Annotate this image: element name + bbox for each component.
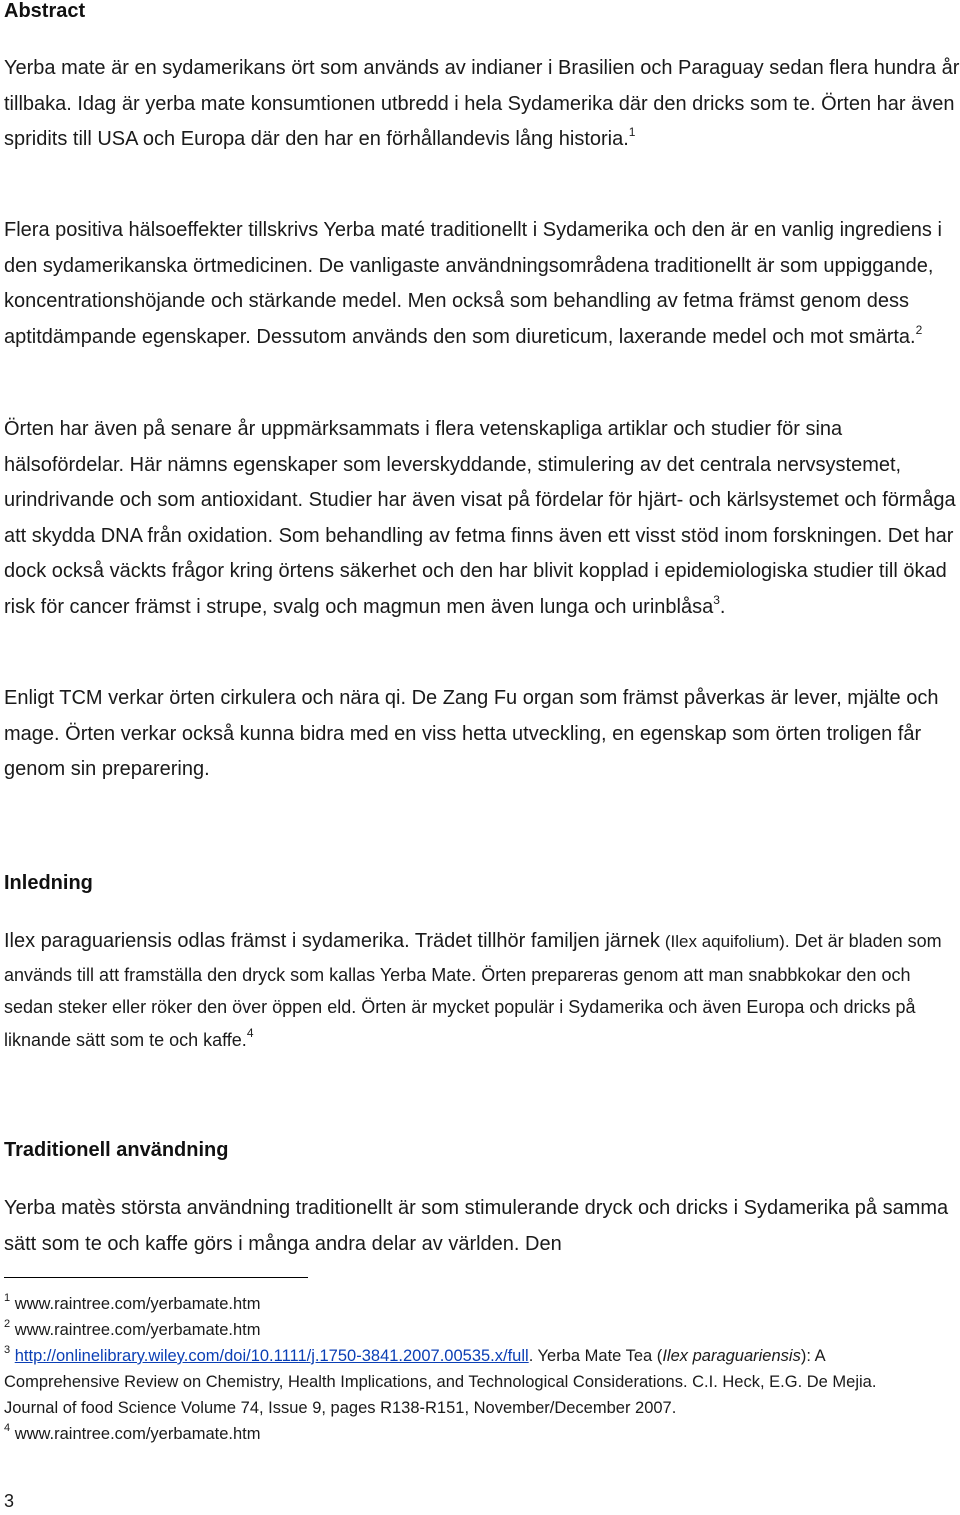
footnote-ref-3: 3 — [713, 592, 720, 607]
abstract-paragraph-3: Örten har även på senare år uppmärksammats i flera vetenskapliga artiklar och studier för sina hälsofördelar. Här nämns egenskaper som leverskyddande, stimulering av det centrala nervsystemet, urindrivande och som antioxidant. Studier har även visat på fördelar för hjärt- och kärlsystemet och förmåga att skydda DNA från oxidation. Som behandling av fetma finns även ett visst stöd inom forskningen. Det har dock också väckts frågor kring örtens säkerhet och den har blivit kopplad i epidemiologiska studier till ökad risk för cancer främst i strupe, svalg och magmun men även lunga och urinblåsa$^3$. — [4, 418, 956, 618]
footnote-separator — [4, 1277, 308, 1278]
abstract-heading: Abstract — [4, 0, 86, 22]
traditionell-heading: Traditionell användning — [4, 1139, 229, 1161]
footnote-ref-2: 2 — [915, 322, 923, 337]
inledning-paragraph: Ilex paraguariensis odlas främst i sydamerika. Trädet tillhör familjen järnek (Ilex aquifolium). Det är bladen som används till att framställa den dryck som kallas Yerba Mate. Örten prepareras genom att man snabbkokar den och sedan steker eller röker den över öppen eld. Örten är mycket populär i Sydamerika och även Europa och dricks på liknande sätt som te och kaffe.$^4$ — [4, 930, 942, 1050]
footnote-1: $^1$ www.raintree.com/yerbamate.htm — [4, 1292, 261, 1313]
inledning-heading: Inledning — [4, 872, 93, 894]
footnote-ref-4: 4 — [246, 1025, 254, 1040]
footnote-ref-1: 1 — [628, 125, 636, 139]
footnote-3: $^3$ http://onlinelibrary.wiley.com/doi/10.1111/j.1750-3841.2007.00535.x/full. Yerba Mate Tea (Ilex paraguariensis): A Comprehensive Review on Chemistry, Health Implications, and Technological Considerations. C.I. Heck, E.G. De Mejia. Journal of food Science Volume 74, Issue 9, pages R138-R151, November/December 2007. — [4, 1344, 877, 1417]
page-number: 3 — [4, 1491, 15, 1511]
traditionell-paragraph: Yerba matès största användning traditionellt är som stimulerande dryck och dricks i Sydamerika på samma sätt som te och kaffe görs i många andra delar av världen. Den — [4, 1197, 949, 1255]
abstract-paragraph-4: Enligt TCM verkar örten cirkulera och nära qi. De Zang Fu organ som främst påverkas är lever, mjälte och mage. Örten verkar också kunna bidra med en viss hetta utveckling, en egenskap som örten troligen får genom sin preparering. — [4, 687, 939, 780]
abstract-paragraph-1: Yerba mate är en sydamerikans ört som används av indianer i Brasilien och Paraguay sedan flera hundra år tillbaka. Idag är yerba mate konsumtionen utbredd i hela Sydamerika där den dricks som te. Örten har även spridits till USA och Europa där den har en förhållandevis lång historia.$^1$ — [4, 57, 960, 150]
wiley-article-link[interactable]: http://onlinelibrary.wiley.com/doi/10.1111/j.1750-3841.2007.00535.x/full — [14, 1347, 529, 1365]
footnote-4: $^4$ www.raintree.com/yerbamate.htm — [4, 1422, 261, 1443]
abstract-paragraph-2: Flera positiva hälsoeffekter tillskrivs Yerba maté traditionellt i Sydamerika och den är en vanlig ingrediens i den sydamerikanska örtmedicinen. De vanligaste användningsområdena traditionellt är som uppiggande, koncentrationshöjande och stärkande medel. Men också som behandling av fetma främst genom dess aptitdämpande egenskaper. Dessutom används den som diureticum, laxerande medel och mot smärta.$^2$ — [4, 219, 942, 348]
footnotes — [4, 1291, 904, 1447]
footnote-2: $^2$ www.raintree.com/yerbamate.htm — [4, 1318, 261, 1339]
